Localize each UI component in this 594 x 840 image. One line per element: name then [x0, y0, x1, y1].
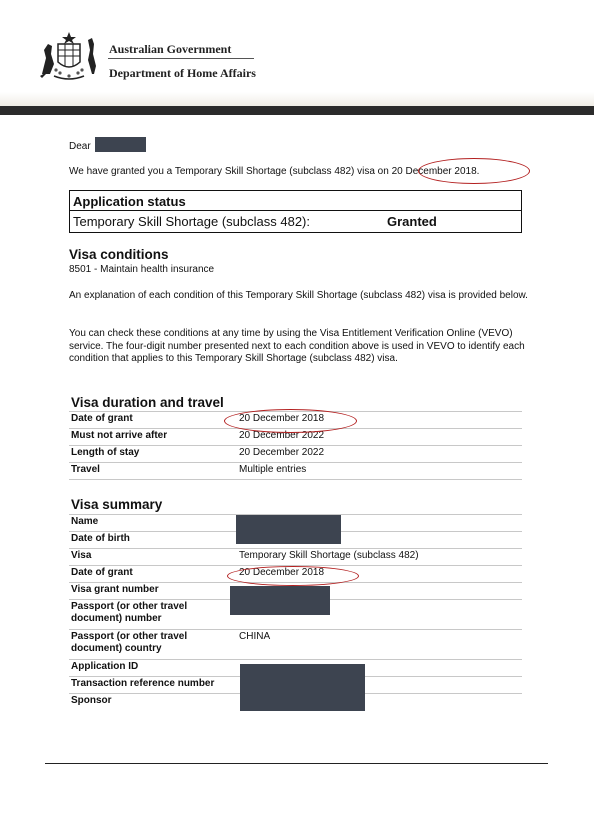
visa-conditions-heading: Visa conditions	[69, 247, 169, 262]
row-label: Name	[71, 516, 99, 527]
row-label: Application ID	[71, 661, 139, 672]
row-label: Visa	[71, 550, 92, 561]
redacted-name-dob	[236, 515, 341, 544]
row-label: Passport (or other travel document) country	[71, 631, 188, 654]
row-label: Transaction reference number	[71, 678, 215, 689]
row-value: 20 December 2022	[239, 447, 325, 458]
application-status-title: Application status	[73, 194, 186, 209]
status-divider	[70, 210, 521, 211]
row-label: Date of birth	[71, 533, 130, 544]
grant-sentence-date: 20 December 2018	[391, 166, 477, 177]
header-divider	[108, 58, 254, 59]
header-bar	[0, 106, 594, 115]
row-label: Must not arrive after	[71, 430, 168, 441]
highlight-oval	[224, 409, 357, 433]
row-label: Date of grant	[71, 567, 133, 578]
row-label: Length of stay	[71, 447, 140, 458]
grant-sentence-text: We have granted you a Temporary Skill Shortage (subclass 482) visa on	[69, 166, 392, 177]
row-value: CHINA	[239, 631, 271, 642]
row-value: 20 December 2018	[239, 413, 325, 424]
table-row	[69, 446, 522, 463]
application-status-value: Granted	[387, 214, 437, 229]
visa-summary-heading: Visa summary	[71, 497, 163, 512]
header-fade	[0, 92, 594, 106]
footer-rule	[45, 763, 548, 764]
row-value: 20 December 2022	[239, 430, 325, 441]
table-row	[69, 549, 522, 566]
row-label: Sponsor	[71, 695, 112, 706]
conditions-explanation: An explanation of each condition of this Temporary Skill Shortage (subclass 482) visa is provided below.	[69, 290, 528, 301]
application-status-box	[69, 190, 522, 233]
row-value: Temporary Skill Shortage (subclass 482)	[239, 550, 419, 561]
salutation: Dear	[69, 141, 91, 152]
table-row	[69, 630, 522, 660]
row-value: Multiple entries	[239, 464, 307, 475]
redacted-ids-sponsor	[240, 664, 365, 711]
visa-condition-item: 8501 - Maintain health insurance	[69, 264, 215, 275]
vevo-explanation: You can check these conditions at any time by using the Visa Entitlement Verification Online (VEVO) service. The four-digit number presented next to each condition above is used in VEVO to identify each condition that applies to this Temporary Skill Shortage (subclass 482) visa.	[69, 328, 525, 364]
redacted-recipient-name	[95, 137, 146, 152]
government-name: Australian Government	[109, 42, 232, 56]
application-status-label: Temporary Skill Shortage (subclass 482):	[73, 214, 310, 229]
coat-of-arms-icon	[36, 30, 102, 80]
department-name: Department of Home Affairs	[109, 66, 256, 80]
row-label: Passport (or other travel document) number	[71, 601, 188, 624]
redacted-grant-passport-number	[230, 586, 330, 615]
row-label: Travel	[71, 464, 100, 475]
letterhead	[0, 0, 594, 115]
row-label: Visa grant number	[71, 584, 159, 595]
visa-duration-heading: Visa duration and travel	[71, 395, 224, 410]
highlight-oval	[227, 566, 359, 586]
grant-sentence-end: .	[476, 166, 480, 177]
table-row	[69, 463, 522, 480]
highlight-oval	[418, 158, 530, 184]
row-value: 20 December 2018	[239, 567, 325, 578]
row-label: Date of grant	[71, 413, 133, 424]
